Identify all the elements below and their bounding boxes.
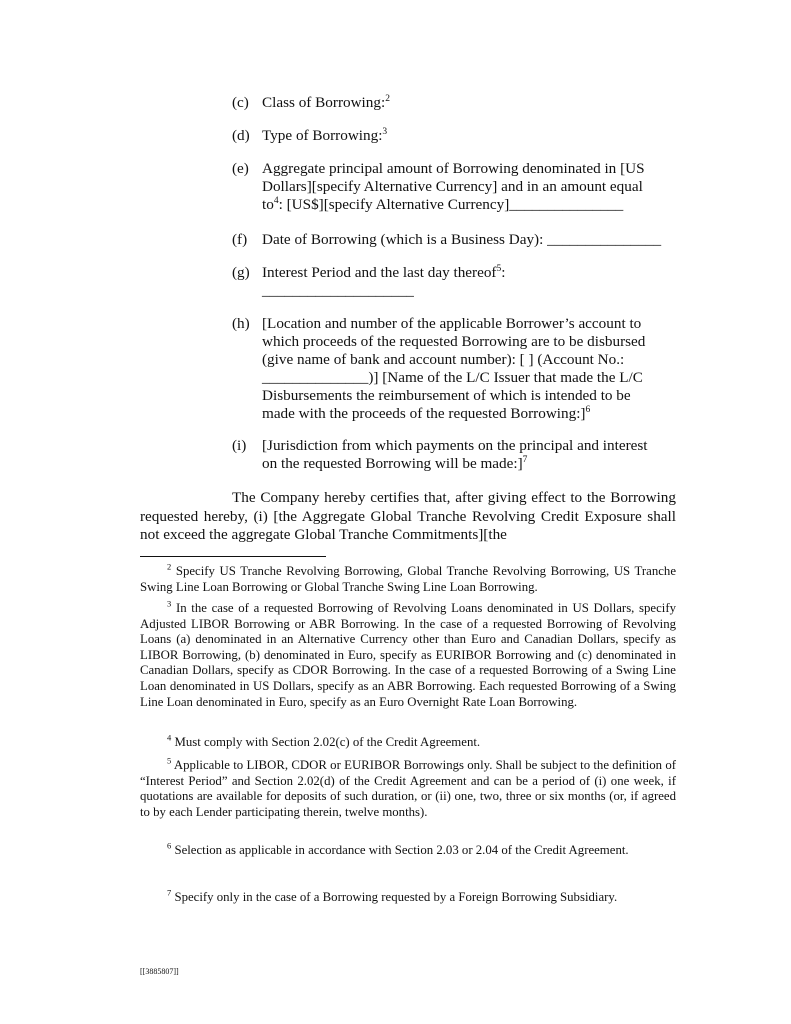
item-c-text: Class of Borrowing: <box>262 94 386 111</box>
footnote-number: 6 <box>167 840 172 851</box>
item-text <box>262 160 682 214</box>
item-label: (f) <box>232 231 248 248</box>
item-h-line: (give name of bank and account number): [ ] (Account No.: <box>262 351 625 368</box>
footnote-ref: 2 <box>385 93 390 104</box>
footnote-6 <box>140 840 676 859</box>
item-h-line: ______________)] [Name of the L/C Issuer that made the L/C <box>262 369 643 386</box>
item-text <box>262 127 682 145</box>
item-e-line3-start: to <box>262 196 274 213</box>
item-label: (g) <box>232 264 250 281</box>
item-text <box>262 315 682 423</box>
item-g-blank: ____________________ <box>262 282 414 299</box>
certification-paragraph: The Company hereby certifies that, after giving effect to the Borrowing requested hereby, (i) [the Aggregate Global Tranche Revolving Credit Exposure shall not exceed the aggregate Global Tranche Commitments][the <box>140 489 676 543</box>
item-g-text: Interest Period and the last day thereof <box>262 264 497 281</box>
footnote-ref: 3 <box>382 126 388 137</box>
item-g-line <box>262 264 682 282</box>
footnote-2 <box>140 561 676 595</box>
footnote-text: Specify only in the case of a Borrowing requested by a Foreign Borrowing Subsidiary. <box>174 890 618 904</box>
item-i-line <box>262 455 682 473</box>
footnote-number: 5 <box>167 755 172 766</box>
item-text <box>262 264 682 300</box>
footnote-number: 2 <box>167 561 172 572</box>
document-id: [[3885807]] <box>140 967 179 976</box>
item-i-line: [Jurisdiction from which payments on the principal and interest <box>262 437 648 454</box>
item-e-line: Aggregate principal amount of Borrowing denominated in [US <box>262 160 645 177</box>
item-h-line: which proceeds of the requested Borrowing are to be disbursed <box>262 333 646 350</box>
item-e-line: Dollars][specify Alternative Currency] and in an amount equal <box>262 178 643 195</box>
footnote-text: Specify US Tranche Revolving Borrowing, Global Tranche Revolving Borrowing, US Tranche Swing Line Loan Borrowing or Global Tranche Swing Line Loan Borrowing. <box>140 564 676 594</box>
footnote-ref: 6 <box>585 404 591 415</box>
footnote-text: Applicable to LIBOR, CDOR or EURIBOR Borrowings only. Shall be subject to the definition of “Interest Period” and Section 2.02(d) of the Credit Agreement and can be a period of (i) one week, if quotations are available for deposits of such duration, or (ii) one, two, three or six months (or, if agreed to by each Lender participating therein, twelve months). <box>140 758 676 819</box>
item-label: (h) <box>232 315 250 332</box>
item-label: (e) <box>232 160 249 177</box>
item-g-colon: : <box>501 264 506 281</box>
footnote-number: 4 <box>167 732 172 743</box>
footnote-text: In the case of a requested Borrowing of Revolving Loans denominated in US Dollars, specify Adjusted LIBOR Borrowing or ABR Borrowing. In the case of a requested Borrowing of Revolving Loans (a) denominated in an Alternative Currency other than Euro and Canadian Dollars, specify as LIBOR Borrowing, (b) denominated in Euro, specify as EURIBOR Borrowing and (c) denominated in Canadian Dollars, specify as CDOR Borrowing. In the case of a requested Borrowing of a Swing Line Loan denominated in US Dollars, specify as an ABR Borrowing. Each requested Borrowing of a Swing Line Loan denominated in Euro, specify as an Euro Overnight Rate Loan Borrowing. <box>140 601 676 709</box>
item-h-line: [Location and number of the applicable Borrower’s account to <box>262 315 642 332</box>
footnote-ref: 7 <box>522 454 528 465</box>
item-text <box>262 94 682 112</box>
item-i-line2: on the requested Borrowing will be made:] <box>262 455 523 472</box>
item-e-line <box>262 196 682 214</box>
footnote-7 <box>140 887 676 906</box>
footnote-4 <box>140 732 676 751</box>
footnote-ref: 5 <box>496 263 502 274</box>
item-h-last: made with the proceeds of the requested Borrowing:] <box>262 405 586 422</box>
footnote-3 <box>140 598 676 710</box>
item-e-line3-end: : [US$][specify Alternative Currency]_______________ <box>278 196 624 213</box>
item-label: (d) <box>232 127 250 144</box>
footnote-text: Must comply with Section 2.02(c) of the Credit Agreement. <box>174 735 481 749</box>
item-label: (i) <box>232 437 247 454</box>
item-h-line <box>262 405 682 423</box>
footnote-text: Selection as applicable in accordance with Section 2.03 or 2.04 of the Credit Agreement. <box>174 843 629 857</box>
item-text: Date of Borrowing (which is a Business Day): _______________ <box>262 231 662 248</box>
item-text <box>262 437 682 473</box>
footnote-separator <box>140 556 326 557</box>
item-h-line: Disbursements the reimbursement of which is intended to be <box>262 387 631 404</box>
footnote-5 <box>140 755 676 820</box>
footnote-ref: 4 <box>273 195 279 206</box>
footnote-number: 3 <box>167 598 172 609</box>
footnote-number: 7 <box>167 887 172 898</box>
item-label: (c) <box>232 94 249 111</box>
item-d-text: Type of Borrowing: <box>262 127 383 144</box>
